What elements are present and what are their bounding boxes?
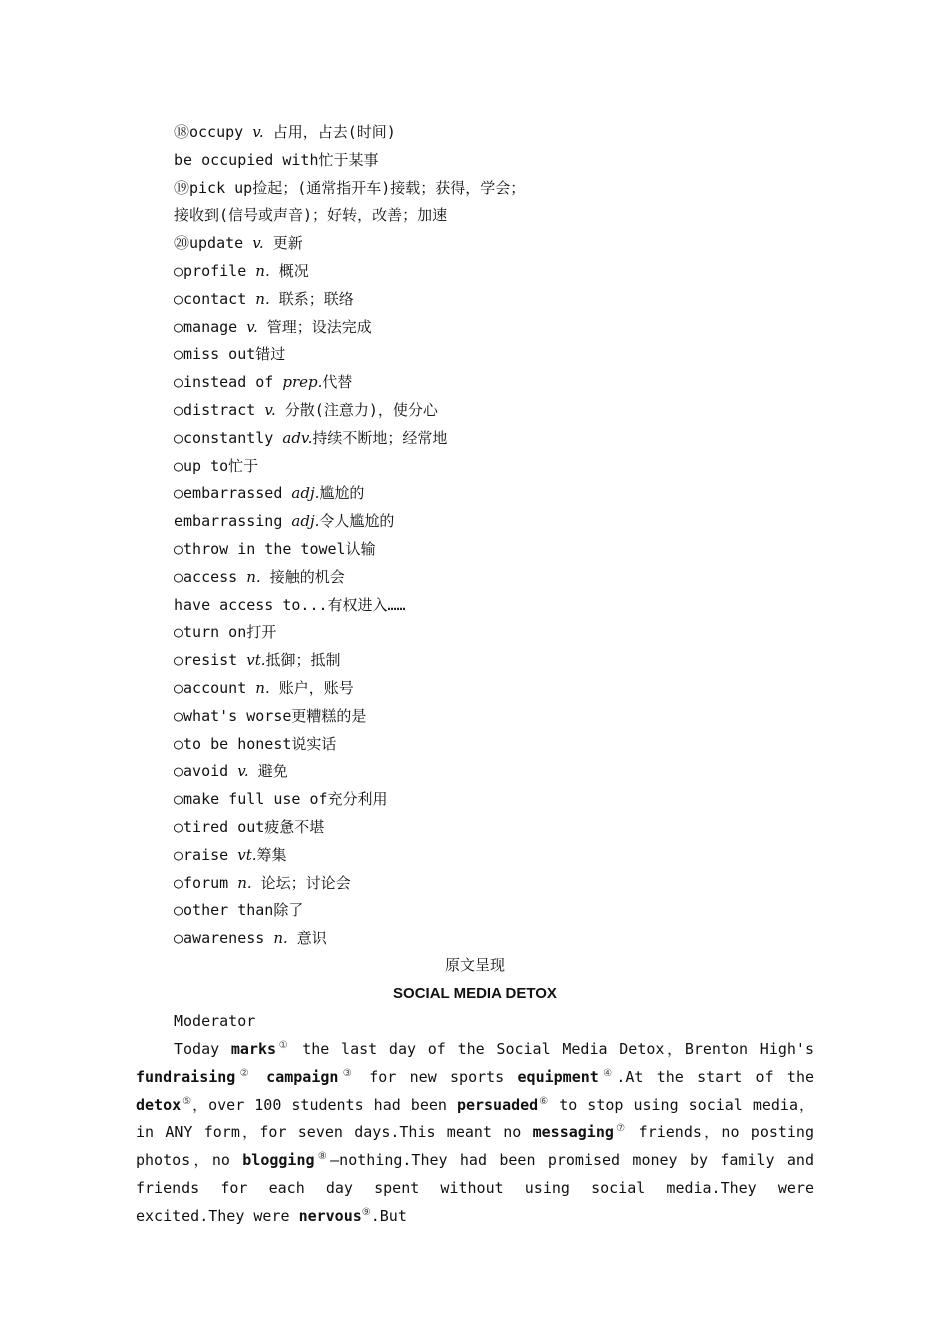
vocab-part-of-speech: v. (264, 400, 276, 419)
keyword: persuaded (456, 1095, 539, 1114)
vocab-meaning: 概况 (269, 261, 309, 280)
vocab-term: ○awareness (174, 929, 274, 948)
vocab-term: ○constantly (174, 428, 283, 447)
vocab-part-of-speech: v. (252, 123, 264, 141)
vocab-term: ○make full use of充分利用 (174, 790, 388, 809)
vocab-item (174, 758, 814, 786)
vocab-meaning: 意识 (287, 929, 327, 948)
vocab-term: ○embarrassed (174, 484, 292, 503)
vocab-item (174, 314, 814, 342)
vocab-term: ○instead of (174, 373, 283, 392)
vocab-item (174, 592, 814, 620)
vocab-term: ○raise (174, 845, 238, 864)
vocab-item (174, 619, 814, 647)
vocab-item (174, 175, 814, 203)
vocab-item (174, 897, 814, 925)
vocab-item (174, 703, 814, 731)
vocab-item (174, 870, 814, 898)
vocab-part-of-speech: n. (237, 873, 252, 892)
passage-segment: the last day of the Social Media Detox，Brenton High's (290, 1040, 814, 1058)
vocab-meaning: 分散(注意力)，使分心 (275, 400, 438, 419)
vocab-item (174, 258, 814, 286)
vocab-part-of-speech: prep. (282, 373, 323, 392)
vocab-term: ○manage (174, 317, 247, 336)
vocab-term: have access to...有权进入…… (174, 595, 406, 614)
vocab-part-of-speech: adv. (282, 428, 313, 447)
vocab-term: ⑲pick up捡起；(通常指开车)接载；获得，学会； (174, 178, 526, 197)
vocab-meaning: 占用，占去(时间) (263, 123, 396, 141)
vocab-part-of-speech: n. (255, 289, 270, 308)
keyword: fundraising (136, 1067, 236, 1086)
keyword-marker: ⑧ (314, 1151, 331, 1163)
vocab-part-of-speech: v. (237, 762, 249, 781)
vocab-meaning: 联系；联络 (269, 289, 354, 308)
passage-segment: to stop using social media，in ANY form，for seven days.This meant no (136, 1095, 814, 1142)
vocab-part-of-speech: v. (246, 317, 258, 336)
vocab-term: ○account (174, 678, 256, 697)
section-title: 原文呈现 (444, 956, 505, 974)
passage-segment: friends，no posting photos，no (136, 1123, 814, 1170)
keyword-marker: ⑤ (181, 1095, 193, 1107)
keyword: marks (230, 1040, 277, 1058)
vocab-item (174, 786, 814, 814)
vocab-item (174, 842, 814, 870)
vocab-part-of-speech: n. (255, 261, 270, 280)
vocab-term: ⑳update (174, 234, 253, 253)
vocab-item (174, 480, 814, 508)
vocab-item (174, 814, 814, 842)
vocab-meaning: 接触的机会 (260, 567, 345, 586)
vocab-term: ○distract (174, 400, 265, 419)
vocab-term: embarrassing (174, 512, 292, 531)
vocab-term: ○miss out错过 (174, 345, 286, 364)
passage-segment: —nothing.They had been promised money by family and friends for each day spent without using social media.They were excited.They were (136, 1151, 814, 1225)
vocab-meaning: 更新 (263, 234, 303, 253)
vocab-meaning: 令人尴尬的 (319, 512, 395, 531)
vocab-term: ○up to忙于 (174, 456, 259, 475)
vocab-item (174, 147, 814, 175)
vocab-term: ○throw in the towel认输 (174, 539, 376, 558)
vocab-item (174, 536, 814, 564)
vocab-item (174, 202, 814, 230)
vocab-meaning: 持续不断地；经常地 (312, 428, 448, 447)
vocab-term: ○resist (174, 651, 247, 670)
keyword-marker: ② (235, 1067, 253, 1079)
vocab-term: ○profile (174, 261, 256, 280)
keyword: detox (136, 1095, 182, 1114)
vocab-term: ○what's worse更糟糕的是 (174, 706, 367, 725)
vocab-item (174, 731, 814, 759)
keyword: messaging (532, 1123, 614, 1142)
vocab-item (174, 286, 814, 314)
vocab-meaning: 账户，账号 (269, 678, 354, 697)
vocab-item (174, 675, 814, 703)
vocab-term: ○forum (174, 873, 238, 892)
vocab-item (174, 453, 814, 481)
passage-segment: ，over 100 students had been (192, 1095, 457, 1114)
keyword: blogging (242, 1151, 315, 1170)
vocab-term: 接收到(信号或声音)；好转，改善；加速 (174, 206, 448, 225)
vocab-part-of-speech: vt. (237, 845, 257, 864)
vocab-meaning: 尴尬的 (319, 484, 365, 503)
vocab-item (174, 119, 814, 147)
keyword: nervous (298, 1206, 362, 1225)
vocab-meaning: 代替 (322, 373, 353, 392)
passage-segment: for new sports (355, 1067, 518, 1086)
vocab-term: ○contact (174, 289, 256, 308)
vocab-item (174, 230, 814, 258)
vocab-meaning: 避免 (248, 762, 288, 781)
passage-text (136, 1036, 814, 1231)
vocab-item (174, 425, 814, 453)
vocab-item (174, 369, 814, 397)
vocab-term: ○turn on打开 (174, 623, 277, 642)
vocab-meaning: 筹集 (256, 845, 287, 864)
passage-segment (253, 1068, 266, 1086)
vocab-part-of-speech: n. (246, 567, 261, 586)
vocab-meaning: 抵御；抵制 (265, 651, 341, 670)
vocab-term: ○avoid (174, 762, 238, 781)
vocab-item (174, 397, 814, 425)
vocab-part-of-speech: v. (252, 234, 264, 253)
keyword-marker: ⑨ (361, 1206, 371, 1218)
vocab-term: ○other than除了 (174, 901, 304, 920)
vocab-part-of-speech: adj. (291, 512, 320, 531)
passage-segment: .But (370, 1206, 407, 1225)
vocab-meaning: 论坛；讨论会 (251, 873, 351, 892)
vocab-part-of-speech: n. (273, 929, 288, 948)
vocab-term: ○to be honest说实话 (174, 734, 337, 753)
vocab-item (174, 508, 814, 536)
vocab-item (174, 647, 814, 675)
vocab-term: ○access (174, 567, 247, 586)
vocab-meaning: 管理；设法完成 (257, 317, 372, 336)
keyword-marker: ④ (598, 1067, 617, 1079)
speaker-label: Moderator (174, 1012, 256, 1030)
vocab-term: ○tired out疲惫不堪 (174, 817, 325, 836)
keyword: campaign (266, 1067, 339, 1086)
keyword-marker: ⑦ (613, 1123, 628, 1135)
vocab-part-of-speech: vt. (246, 651, 266, 670)
article-title: SOCIAL MEDIA DETOX (393, 985, 557, 1002)
vocabulary-list (174, 119, 814, 953)
vocab-item (174, 341, 814, 369)
keyword-marker: ⑥ (538, 1095, 550, 1107)
vocab-term: be occupied with忙于某事 (174, 150, 379, 169)
keyword: equipment (517, 1067, 599, 1086)
vocab-part-of-speech: adj. (291, 484, 320, 503)
keyword-marker: ③ (338, 1067, 356, 1079)
vocab-part-of-speech: n. (255, 678, 270, 697)
passage-segment: Today (174, 1040, 231, 1058)
vocab-item (174, 925, 814, 953)
passage-segment: .At the start of the (616, 1067, 815, 1086)
vocab-item (174, 564, 814, 592)
keyword-marker: ① (276, 1040, 291, 1051)
vocab-term: ⑱occupy (174, 123, 253, 141)
